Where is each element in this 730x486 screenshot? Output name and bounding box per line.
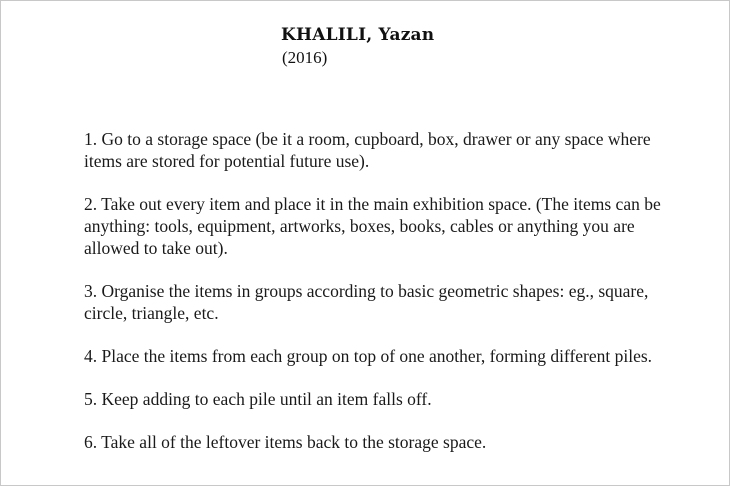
instruction-step-6: 6. Take all of the leftover items back to the storage space. xyxy=(84,432,487,452)
author-name: KHALILI, Yazan xyxy=(281,25,435,45)
instruction-list xyxy=(84,128,684,474)
instruction-step-1: 1. Go to a storage space (be it a room, cupboard, box, drawer or any space where items are stored for potential future use). xyxy=(84,129,651,171)
instruction-step-3: 3. Organise the items in groups according to basic geometric shapes: eg., square, circle, triangle, etc. xyxy=(84,281,649,323)
instruction-step-5: 5. Keep adding to each pile until an item falls off. xyxy=(84,389,432,409)
work-year: (2016) xyxy=(282,48,328,67)
instruction-step-4: 4. Place the items from each group on top of one another, forming different piles. xyxy=(84,346,653,366)
instruction-step-2: 2. Take out every item and place it in the main exhibition space. (The items can be anything: tools, equipment, artworks, boxes, books, cables or anything you are allowed to take out). xyxy=(84,194,661,258)
